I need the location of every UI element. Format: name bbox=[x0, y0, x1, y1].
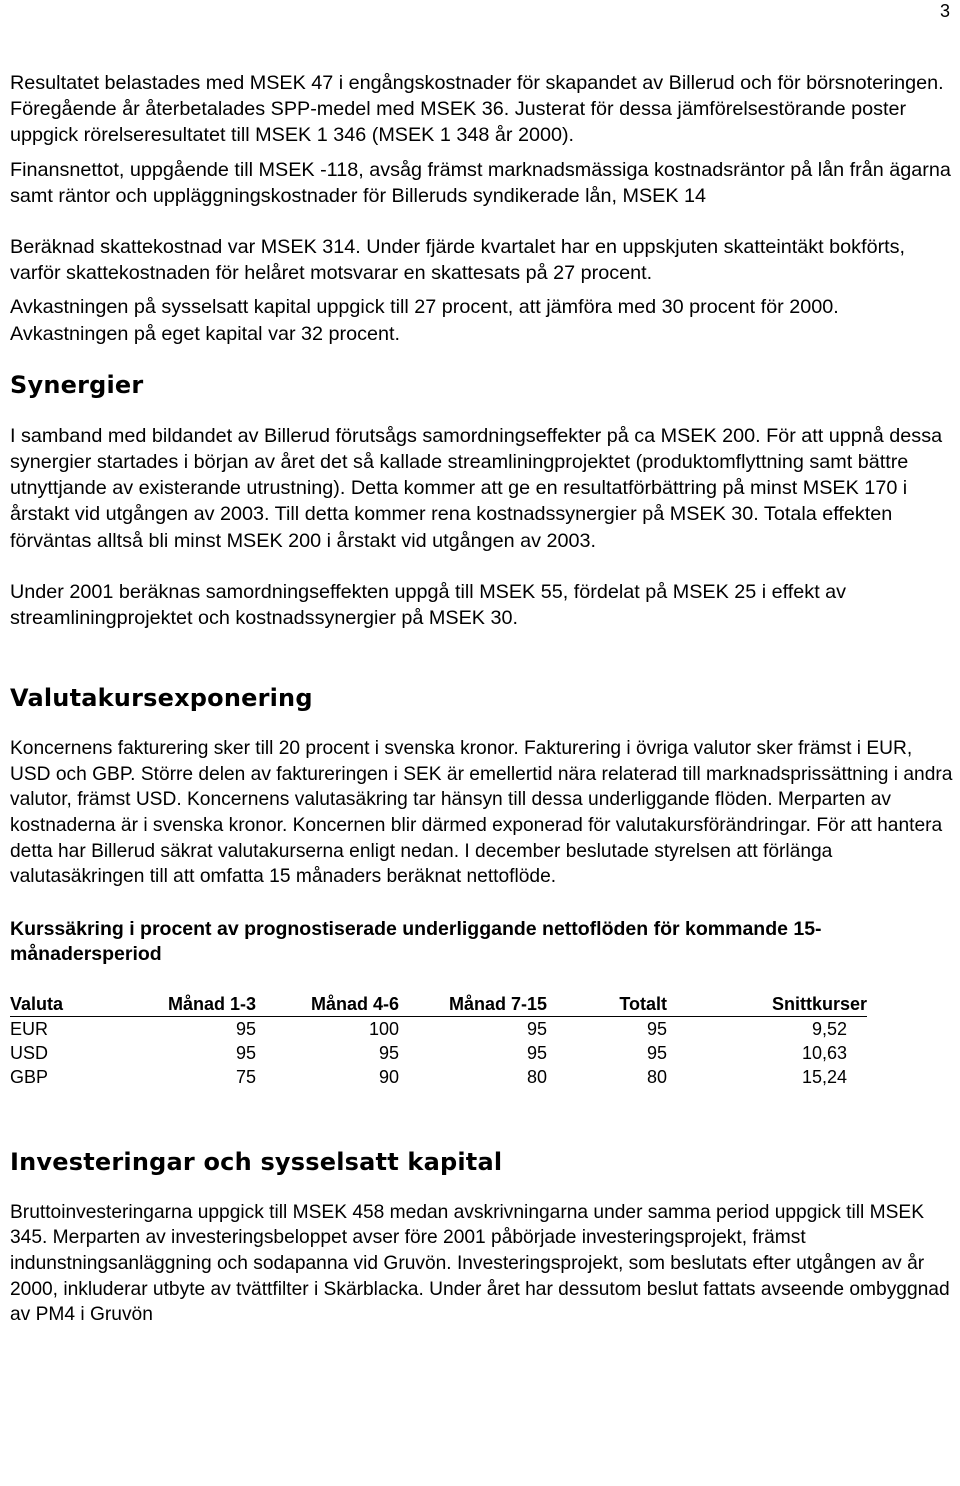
table-row bbox=[10, 1016, 867, 1041]
heading-synergier: Synergier bbox=[10, 370, 144, 399]
paragraph-synergier-2: Under 2001 beräknas samordningseffekten uppgå till MSEK 55, fördelat på MSEK 25 i effekt av streamliningprojektet och kostnadssynergier på MSEK 30. bbox=[10, 580, 847, 630]
paragraph-avkastning: Avkastningen på sysselsatt kapital uppgick till 27 procent, att jämföra med 30 procent för 2000. Avkastningen på eget kapital var 32 procent. bbox=[10, 296, 839, 345]
cell-rate: 10,63 bbox=[801, 1042, 847, 1063]
cell-value: 95 bbox=[526, 1018, 547, 1039]
table-row bbox=[10, 1041, 867, 1065]
cell-value: 80 bbox=[526, 1066, 547, 1087]
table-header-row bbox=[10, 992, 867, 1017]
column-header-manad-1-3: Månad 1-3 bbox=[150, 992, 256, 1017]
column-header-valuta: Valuta bbox=[10, 992, 150, 1017]
paragraph-investeringar: Bruttoinvesteringarna uppgick till MSEK 458 medan avskrivningarna under samma period uppgick till MSEK 345. Merparten av investeringsbeloppet avser före 2001 påbörjade investeringsprojekt, främst indunstningsanläggning och sodapanna vid Gruvön. Investeringsprojekt, som beslutats efter utgången av år 2000, inkluderar utbyte av tvättfilter i Skärblacka. Under året har dessutom beslut fattats avseende ombyggnad av PM4 i Gruvön bbox=[10, 1201, 950, 1326]
cell-currency: USD bbox=[10, 1042, 49, 1063]
paragraph-finansnetto: Finansnettot, uppgående till MSEK -118, avsåg främst marknadsmässiga kostnadsräntor på lån från ägarna samt räntor och uppläggningskostnader för Billeruds syndikerade lån, MSEK 14 bbox=[10, 158, 951, 207]
heading-investeringar: Investeringar och sysselsatt kapital bbox=[10, 1147, 503, 1176]
paragraph-synergier-1: I samband med bildandet av Billerud förutsågs samordningseffekter på ca MSEK 200. För att uppnå dessa synergier startades i början av året det så kallade streamliningprojektet (produktomflyttning samt bättre utnyttjande av existerande utrustning). Detta kommer att ge en resultatförbättring på minst MSEK 170 i årstakt vid utgången av 2003. Till detta kommer rena kostnadssynergier på MSEK 30. Totala effekten förväntas alltså bli minst MSEK 200 i årstakt vid utgången av 2003. bbox=[10, 424, 943, 552]
currency-hedge-table bbox=[10, 992, 867, 1089]
cell-value: 95 bbox=[235, 1018, 256, 1039]
document-body bbox=[10, 70, 955, 1328]
cell-value: 95 bbox=[378, 1042, 399, 1063]
cell-value: 100 bbox=[368, 1018, 399, 1039]
column-header-manad-7-15: Månad 7-15 bbox=[399, 992, 547, 1017]
cell-value: 75 bbox=[235, 1066, 256, 1087]
column-header-manad-4-6: Månad 4-6 bbox=[256, 992, 399, 1017]
cell-rate: 15,24 bbox=[801, 1066, 847, 1087]
cell-rate: 9,52 bbox=[811, 1018, 847, 1039]
heading-valutakursexponering: Valutakursexponering bbox=[10, 684, 313, 713]
paragraph-rorelseresultat: Resultatet belastades med MSEK 47 i engångskostnader för skapandet av Billerud och för börsnoteringen. Föregående år återbetalades SPP-medel med MSEK 36. Justerat för dessa jämförelsestörande poster uppgick rörelseresultatet till MSEK 1 346 (MSEK 1 348 år 2000). bbox=[10, 72, 944, 147]
cell-currency: GBP bbox=[10, 1066, 49, 1087]
cell-currency: EUR bbox=[10, 1018, 49, 1039]
cell-value: 80 bbox=[646, 1066, 667, 1087]
cell-value: 95 bbox=[646, 1042, 667, 1063]
column-header-totalt: Totalt bbox=[547, 992, 667, 1017]
table-title: Kurssäkring i procent av prognostiserade underliggande nettoflöden för kommande 15-månadersperiod bbox=[10, 917, 822, 965]
column-header-snittkurser: Snittkurser bbox=[667, 992, 867, 1017]
paragraph-skattekostnad: Beräknad skattekostnad var MSEK 314. Under fjärde kvartalet har en uppskjuten skatteintäkt bokförts, varför skattekostnaden för helåret motsvarar en skattesats på 27 procent. bbox=[10, 236, 906, 285]
cell-value: 95 bbox=[235, 1042, 256, 1063]
cell-value: 95 bbox=[646, 1018, 667, 1039]
table-row bbox=[10, 1065, 867, 1089]
cell-value: 95 bbox=[526, 1042, 547, 1063]
page-number: 3 bbox=[939, 1, 950, 21]
paragraph-valuta: Koncernens fakturering sker till 20 procent i svenska kronor. Fakturering i övriga valutor sker främst i EUR, USD och GBP. Större delen av faktureringen i SEK är emellertid nära relaterad till marknadsprissättning i andra valutor, främst USD. Koncernens valutasäkring tar hänsyn till dessa underliggande flöden. Merparten av kostnaderna är i svenska kronor. Koncernen blir därmed exponerad för valutakursförändringar. För att hantera detta har Billerud säkrat valutakurserna enligt nedan. I december beslutade styrelsen att förlänga valutasäkringen till att omfatta 15 månaders beräknat nettoflöde. bbox=[10, 738, 953, 888]
cell-value: 90 bbox=[378, 1066, 399, 1087]
